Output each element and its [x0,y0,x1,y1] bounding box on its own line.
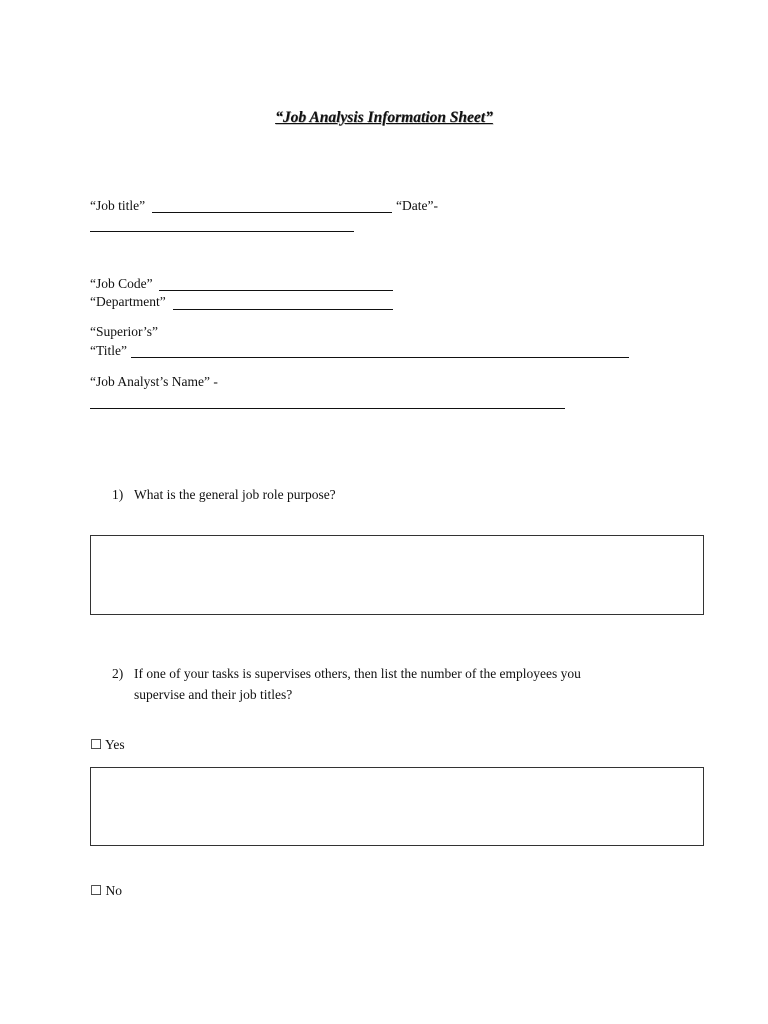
date-field-line[interactable] [90,231,354,232]
document-title: “Job Analysis Information Sheet” [275,109,493,126]
superiors-label: “Superior’s” [90,324,158,339]
yes-option[interactable] [90,737,125,753]
superiors-title-label: “Title” [90,343,127,358]
no-label: No [105,883,122,898]
department-field-line[interactable] [173,309,393,310]
analyst-name-label: “Job Analyst’s Name” - [90,374,218,389]
answer-box-2[interactable] [90,767,704,846]
yes-label: Yes [104,737,125,752]
no-option[interactable] [90,883,122,899]
question-text-line-1: If one of your tasks is supervises others, then list the number of the employees you [134,666,581,681]
question-text-line-2: supervise and their job titles? [134,687,293,702]
question-number: 2) [112,666,124,681]
question-number: 1) [112,487,124,502]
job-title-field-line[interactable] [152,212,392,213]
job-code-field-line[interactable] [159,290,393,291]
date-label: “Date”- [396,198,438,213]
job-code-label: “Job Code” [90,276,153,291]
no-checkbox[interactable]: ☐ [90,883,103,898]
question-text: What is the general job role purpose? [134,487,336,502]
question-1 [112,487,336,503]
department-label: “Department” [90,294,166,309]
yes-checkbox[interactable]: ☐ [90,737,103,752]
question-2 [112,666,581,682]
job-title-label: “Job title” [90,198,146,213]
superiors-title-field-line[interactable] [131,357,629,358]
analyst-name-field-line[interactable] [90,408,565,409]
answer-box-1[interactable] [90,535,704,615]
